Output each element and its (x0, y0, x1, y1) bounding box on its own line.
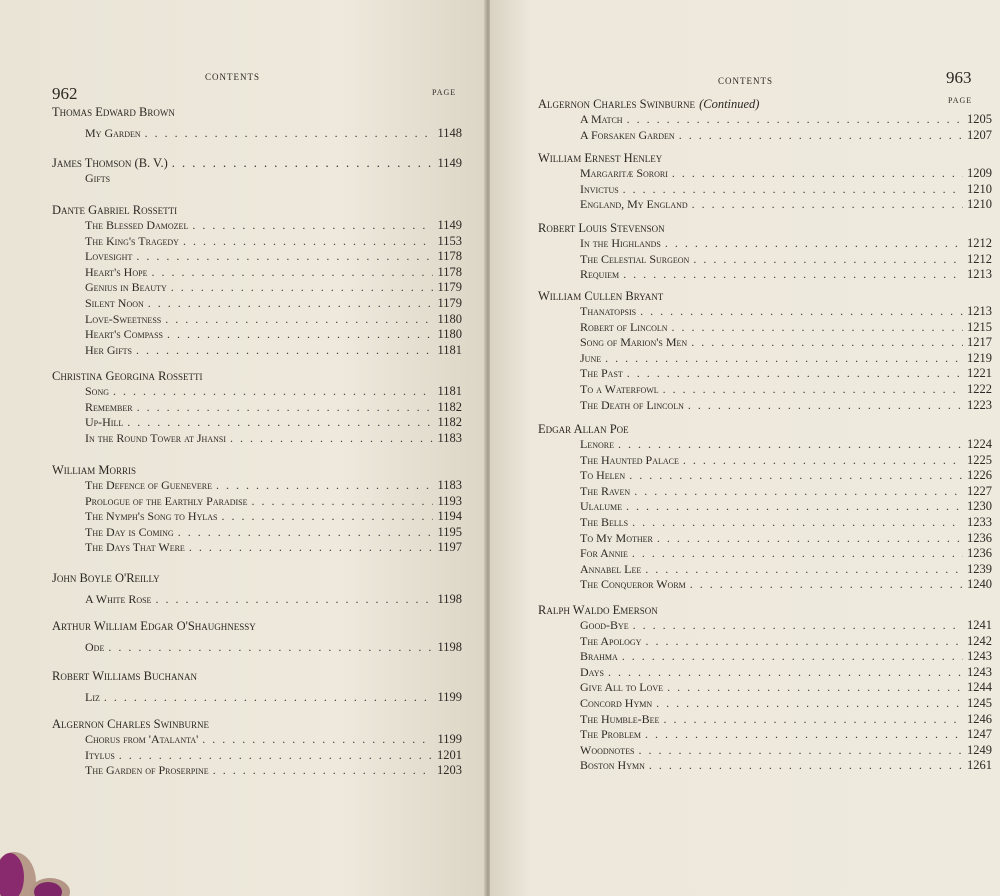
author-name: Thomas Edward Brown (52, 105, 175, 119)
leader-dots (692, 197, 963, 213)
entry-title: The Past (580, 366, 623, 381)
entry-title: The Humble-Bee (580, 711, 660, 726)
entry-title: Liz (85, 690, 100, 704)
leader-dots (165, 312, 433, 328)
leader-dots (688, 398, 963, 414)
leader-dots (192, 218, 433, 234)
author-name: Algernon Charles Swinburne (52, 717, 210, 731)
page-number: 1246 (967, 711, 992, 726)
leader-dots (221, 509, 433, 525)
author-name: John Boyle O'Reilly (52, 571, 160, 585)
author-section (52, 570, 462, 608)
author-heading (52, 618, 462, 634)
author-name: James Thomson (B. V.) (52, 156, 168, 170)
page-number: 1199 (437, 732, 462, 746)
author-section (538, 288, 992, 413)
leader-dots (627, 112, 963, 128)
leader-dots (663, 382, 963, 398)
page-number: 1212 (967, 251, 992, 266)
contents-entry (85, 509, 462, 525)
contents-entry (580, 267, 992, 283)
entry-title: To My Mother (580, 530, 653, 545)
contents-entry (85, 249, 462, 265)
contents-entry (580, 634, 992, 650)
entry-title: The King's Tragedy (85, 233, 179, 248)
entry-title: The Celestial Surgeon (580, 251, 690, 266)
leader-dots (645, 727, 963, 743)
author-section (538, 602, 992, 774)
entry-title: A Match (580, 112, 623, 126)
contents-entry (85, 234, 462, 250)
leader-dots (627, 366, 963, 382)
contents-entry (580, 484, 992, 500)
leader-dots (178, 525, 434, 541)
author-name: Dante Gabriel Rossetti (52, 203, 178, 217)
contents-entry (85, 592, 462, 608)
page-number: 1193 (437, 493, 462, 508)
entry-title: Remember (85, 399, 133, 414)
right-page-number: 963 (946, 68, 972, 87)
contents-entry (580, 320, 992, 336)
author-heading (52, 462, 462, 478)
author-name: Ralph Waldo Emerson (538, 603, 658, 617)
contents-entry (580, 680, 992, 696)
leader-dots (672, 166, 963, 182)
entry-title: Thanatopsis (580, 304, 637, 318)
page-number: 1180 (437, 327, 462, 342)
leader-dots (608, 665, 963, 681)
entry-title: Lovesight (85, 249, 133, 264)
leader-dots (618, 437, 963, 453)
contents-entry (580, 382, 992, 398)
author-section (52, 618, 462, 656)
left-page-number: 962 (52, 84, 78, 103)
leader-dots (155, 592, 433, 608)
contents-entry (580, 437, 992, 453)
leader-dots (640, 304, 963, 320)
page-number: 1242 (967, 633, 992, 648)
page-number: 1230 (967, 499, 992, 514)
page-number: 1243 (967, 649, 992, 664)
contents-entry (580, 128, 992, 144)
entry-title: Heart's Hope (85, 264, 148, 279)
contents-entry (580, 743, 992, 759)
entry-title: The Days That Were (85, 540, 185, 555)
entry-title: To Helen (580, 468, 626, 483)
contents-entry (580, 366, 992, 382)
contents-entry (580, 166, 992, 182)
entry-title: The Apology (580, 633, 642, 648)
contents-entry (85, 478, 462, 494)
author-name: William Ernest Henley (538, 151, 663, 165)
entry-title: The Raven (580, 483, 631, 498)
page-number: 1239 (967, 561, 992, 576)
contents-entry (580, 351, 992, 367)
left-page (0, 0, 486, 896)
page-number: 1243 (967, 664, 992, 679)
leader-dots (645, 562, 963, 578)
author-heading (52, 155, 462, 171)
leader-dots (151, 265, 433, 281)
entry-title: Requiem (580, 267, 620, 282)
leader-dots (148, 296, 434, 312)
page-number: 1179 (437, 295, 462, 310)
leader-dots (656, 696, 963, 712)
entry-title: A White Rose (85, 592, 152, 606)
page-number: 1244 (967, 680, 992, 695)
author-name: Algernon Charles Swinburne (538, 97, 696, 111)
leader-dots (113, 384, 433, 400)
page-number: 1182 (437, 415, 462, 430)
entry-title: Invictus (580, 181, 619, 196)
page-number: 1180 (437, 311, 462, 326)
page-number: 1210 (967, 197, 992, 212)
leader-dots (108, 640, 433, 656)
page-number: 1199 (437, 690, 462, 704)
leader-dots (202, 732, 433, 748)
leader-dots (183, 234, 434, 250)
fingertips (0, 822, 70, 896)
entry-title: For Annie (580, 546, 628, 561)
page-number: 1233 (967, 514, 992, 529)
right-page-label: PAGE (948, 96, 973, 105)
contents-entry (580, 531, 992, 547)
leader-dots (693, 252, 963, 268)
contents-entry (580, 453, 992, 469)
page-number: 1227 (967, 483, 992, 498)
page-number: 1215 (967, 319, 992, 334)
leader-dots (216, 478, 433, 494)
leader-dots (136, 249, 433, 265)
leader-dots (167, 327, 433, 343)
contents-entry (85, 763, 462, 779)
author-section (52, 668, 462, 706)
page-number: 1219 (967, 350, 992, 365)
page-number: 1149 (437, 156, 462, 170)
author-heading (538, 288, 992, 304)
contents-entry (85, 312, 462, 328)
entry-title: Chorus from 'Atalanta' (85, 732, 199, 746)
contents-entry (580, 252, 992, 268)
page-number: 1212 (967, 236, 992, 250)
leader-dots (632, 546, 963, 562)
entry-title: Margaritæ Sorori (580, 166, 668, 180)
page-number: 1241 (967, 618, 992, 632)
author-heading (538, 96, 992, 112)
entry-title: Ulalume (580, 499, 622, 514)
contents-entry (580, 398, 992, 414)
page-number: 1183 (437, 478, 462, 492)
entry-title: Genius in Beauty (85, 280, 167, 295)
contents-entry (85, 384, 462, 400)
leader-dots (104, 690, 434, 706)
page-number: 1201 (437, 747, 462, 762)
leader-dots (633, 618, 963, 634)
page-number: 1205 (967, 112, 992, 126)
leader-dots (672, 320, 963, 336)
entry-title: Good-Bye (580, 618, 629, 632)
leader-dots (189, 540, 434, 556)
contents-entry (580, 696, 992, 712)
entry-title: Robert of Lincoln (580, 319, 668, 334)
leader-dots (690, 577, 963, 593)
entry-title: The Blessed Damozel (85, 218, 189, 232)
contents-entry (580, 304, 992, 320)
entry-title: My Garden (85, 126, 141, 140)
entry-title: June (580, 350, 602, 365)
contents-entry (85, 540, 462, 556)
page-number: 1195 (437, 524, 462, 539)
entry-title: The Death of Lincoln (580, 397, 684, 412)
author-heading (538, 602, 992, 618)
page-number: 1194 (437, 509, 462, 524)
leader-dots (623, 267, 963, 283)
entry-title: Song of Marion's Men (580, 335, 688, 350)
page-number: 1217 (967, 335, 992, 350)
page-number: 1198 (437, 592, 462, 606)
page-number: 1224 (967, 437, 992, 451)
contents-entry (580, 236, 992, 252)
page-number: 1149 (437, 218, 462, 232)
author-heading (52, 716, 462, 732)
left-running-head: contents (205, 68, 260, 83)
page-number: 1178 (437, 249, 462, 264)
leader-dots (172, 155, 434, 171)
contents-entry (85, 494, 462, 510)
author-heading (52, 104, 462, 120)
page-number: 1249 (967, 742, 992, 757)
entry-title: Her Gifts (85, 342, 133, 357)
entry-title: The Conqueror Worm (580, 577, 686, 592)
page-number: 1148 (437, 126, 462, 140)
right-page (490, 0, 1000, 896)
author-section (538, 150, 992, 213)
contents-entry (85, 640, 462, 656)
contents-entry (580, 665, 992, 681)
leader-dots (127, 415, 433, 431)
leader-dots (626, 499, 963, 515)
author-section (52, 368, 462, 446)
contents-entry (85, 280, 462, 296)
author-section (538, 220, 992, 283)
leader-dots (622, 649, 963, 665)
page-number: 1178 (437, 264, 462, 279)
contents-entry (85, 525, 462, 541)
leader-dots (137, 400, 434, 416)
contents-entry (85, 400, 462, 416)
entry-title: In the Round Tower at Jhansi (85, 430, 226, 445)
entry-title: The Problem (580, 727, 642, 742)
entry-title: Concord Hymn (580, 695, 653, 710)
leader-dots (657, 531, 963, 547)
contents-entry (580, 649, 992, 665)
contents-entry (580, 577, 992, 593)
author-section (538, 421, 992, 593)
contents-entry (580, 112, 992, 128)
author-section (52, 716, 462, 779)
leader-dots (645, 634, 963, 650)
entry-title: Days (580, 664, 604, 679)
entry-title: Boston Hymn (580, 758, 645, 773)
leader-dots (663, 712, 963, 728)
contents-entry (580, 712, 992, 728)
contents-entry (580, 618, 992, 634)
entry-title: Prologue of the Earthly Paradise (85, 493, 248, 508)
entry-title: Gifts (85, 171, 111, 185)
leader-dots (119, 748, 433, 764)
leader-dots (691, 335, 963, 351)
contents-entry (85, 126, 462, 142)
leader-dots (683, 453, 963, 469)
page-number: 1245 (967, 695, 992, 710)
entry-title: Silent Noon (85, 295, 144, 310)
page-number: 1226 (967, 468, 992, 483)
contents-entry (85, 218, 462, 234)
author-heading (538, 421, 992, 437)
leader-dots (145, 126, 434, 142)
contents-entry (580, 468, 992, 484)
entry-title: Itylus (85, 747, 115, 762)
leader-dots (638, 743, 963, 759)
author-section (52, 104, 462, 142)
page-number: 1240 (967, 577, 992, 592)
author-section (52, 202, 462, 358)
leader-dots (213, 763, 433, 779)
entry-title: Song (85, 384, 110, 398)
entry-title: A Forsaken Garden (580, 127, 675, 142)
page-number: 1203 (437, 763, 462, 778)
leader-dots (667, 680, 963, 696)
contents-entry (85, 690, 462, 706)
contents-entry (580, 546, 992, 562)
page-number: 1222 (967, 381, 992, 396)
author-section (538, 96, 992, 143)
author-name: Edgar Allan Poe (538, 422, 629, 436)
author-heading (538, 220, 992, 236)
leader-dots (230, 431, 433, 447)
entry-title: The Nymph's Song to Hylas (85, 509, 218, 524)
contents-entry (580, 197, 992, 213)
entry-title: Give All to Love (580, 680, 664, 695)
page-number: 1183 (437, 430, 462, 445)
right-running-head: contents (718, 72, 773, 87)
page-number: 1213 (967, 267, 992, 282)
entry-title: In the Highlands (580, 236, 661, 250)
entry-title: Woodnotes (580, 742, 635, 757)
contents-entry (85, 343, 462, 359)
contents-entry (580, 499, 992, 515)
page-number: 1225 (967, 452, 992, 467)
leader-dots (136, 343, 433, 359)
entry-title: Annabel Lee (580, 561, 642, 576)
leader-dots (629, 468, 963, 484)
leader-dots (605, 351, 963, 367)
author-heading (52, 368, 462, 384)
contents-entry (85, 171, 462, 187)
contents-entry (85, 296, 462, 312)
author-name: William Morris (52, 463, 137, 477)
entry-title: The Bells (580, 514, 629, 529)
contents-entry (85, 732, 462, 748)
leader-dots (632, 515, 963, 531)
page-number: 1261 (967, 758, 992, 773)
contents-entry (580, 758, 992, 774)
entry-title: The Garden of Proserpine (85, 763, 209, 778)
entry-title: To a Waterfowl (580, 381, 659, 396)
leader-dots (634, 484, 963, 500)
author-section (52, 155, 462, 187)
page-number: 1182 (437, 399, 462, 414)
page-number: 1181 (437, 384, 462, 398)
page-number: 1153 (437, 233, 462, 248)
contents-entry (85, 415, 462, 431)
page-number: 1236 (967, 530, 992, 545)
entry-title: Ode (85, 640, 105, 654)
author-heading (52, 668, 462, 684)
entry-title: Brahma (580, 649, 618, 664)
author-section (52, 462, 462, 556)
entry-title: Love-Sweetness (85, 311, 162, 326)
leader-dots (623, 182, 963, 198)
entry-title: Up-Hill (85, 415, 124, 430)
leader-dots (252, 494, 434, 510)
left-page-label: PAGE (432, 88, 457, 97)
page-number: 1198 (437, 640, 462, 654)
page-number: 1247 (967, 727, 992, 742)
continued-note: (Continued) (699, 97, 760, 111)
leader-dots (665, 236, 963, 252)
author-heading (538, 150, 992, 166)
entry-title: Heart's Compass (85, 327, 163, 342)
page-number: 1181 (437, 342, 462, 357)
page-number: 1236 (967, 546, 992, 561)
contents-entry (580, 335, 992, 351)
author-heading (52, 570, 462, 586)
contents-entry (580, 182, 992, 198)
contents-entry (85, 327, 462, 343)
entry-title: Lenore (580, 437, 614, 451)
page-number: 1209 (967, 166, 992, 180)
author-name: Robert Williams Buchanan (52, 669, 197, 683)
page-number: 1223 (967, 397, 992, 412)
page-number: 1207 (967, 127, 992, 142)
author-name: Robert Louis Stevenson (538, 221, 665, 235)
page-number: 1210 (967, 181, 992, 196)
contents-entry (580, 562, 992, 578)
author-name: Arthur William Edgar O'Shaughnessy (52, 619, 256, 633)
leader-dots (171, 280, 434, 296)
leader-dots (679, 128, 963, 144)
contents-entry (580, 515, 992, 531)
contents-entry (580, 727, 992, 743)
page-number: 1213 (967, 304, 992, 318)
contents-entry (85, 431, 462, 447)
entry-title: The Haunted Palace (580, 452, 679, 467)
page-number: 1221 (967, 366, 992, 381)
author-name: Christina Georgina Rossetti (52, 369, 203, 383)
contents-entry (85, 748, 462, 764)
entry-title: The Defence of Guenevere (85, 478, 212, 492)
page-number: 1197 (437, 540, 462, 555)
page-number: 1179 (437, 280, 462, 295)
entry-title: England, My England (580, 197, 688, 212)
entry-title: The Day is Coming (85, 524, 174, 539)
leader-dots (649, 758, 963, 774)
author-heading (52, 202, 462, 218)
author-name: William Cullen Bryant (538, 289, 664, 303)
contents-entry (85, 265, 462, 281)
